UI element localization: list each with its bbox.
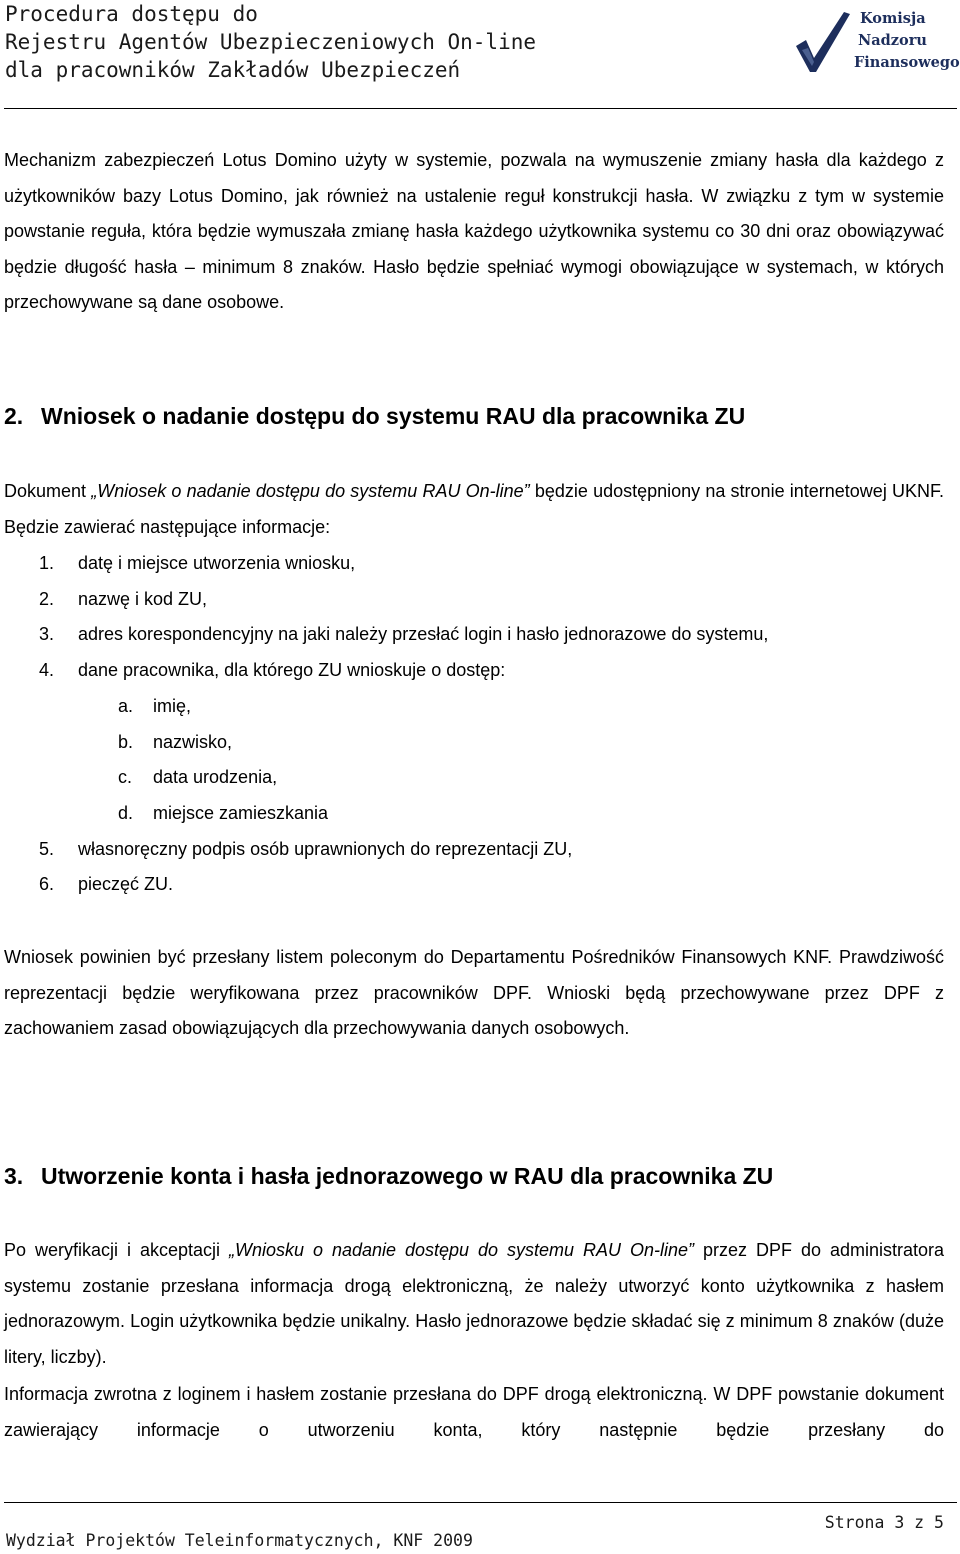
section-2-closing-paragraph: Wniosek powinien być przesłany listem poleconym do Departamentu Pośredników Finansowych KNF. Prawdziwość reprezentacji będzie weryfikowana przez pracowników DPF. Wnioski będą przechowywane przez DPF z zachowaniem zasad obowiązujących dla przechowywania danych osobowych. [4,947,944,1038]
logo-text [854,8,960,74]
header-title-line: Rejestru Agentów Ubezpieczeniowych On-line [5,30,537,54]
list-text: datę i miejsce utworzenia wniosku, [78,553,356,573]
list-text: data urodzenia, [153,767,278,788]
paragraph-text: Po weryfikacji i akceptacji [4,1240,229,1260]
list-number: 4. [39,660,55,681]
section-title: Utworzenie konta i hasła jednorazowego w RAU dla pracownika ZU [41,1163,774,1189]
logo-line: Nadzoru [858,32,927,49]
list-number: 3. [39,624,55,645]
section-3-paragraph-2: Informacja zwrotna z loginem i hasłem zostanie przesłana do DPF drogą elektroniczną. W DPF powstanie dokument zawierający informacje o utworzeniu konta, który następnie będzie przesłany do [4,1384,944,1440]
header-title-line: Procedura dostępu do [5,2,258,26]
logo-line: Komisja [860,10,926,27]
section-number: 2. [4,403,24,429]
list-text: imię, [153,695,192,716]
list-number: 1. [39,553,55,573]
list-text: nazwisko, [153,731,233,752]
paragraph-text: przez DPF do administratora systemu zostanie przesłana informacja drogą elektroniczną, że należy utworzyć konto użytkownika z hasłem jednorazowym. Login użytkownika będzie unikalny. Hasło jednorazowe będzie składać się z minimum 8 znaków (duże litery, liczby). [4,1240,944,1367]
list-letter: b. [118,731,134,752]
page-number: Strona 3 z 5 [824,1513,944,1532]
list-item [4,617,768,653]
list-text: adres korespondencyjny na jaki należy przesłać login i hasło jednorazowe do systemu, [78,624,769,645]
list-item [4,582,768,618]
header-title-line: dla pracowników Zakładów Ubezpieczeń [5,58,461,82]
list-text: miejsce zamieszkania [153,802,329,823]
sub-list-item [4,760,768,796]
list-letter: d. [118,802,134,823]
document-name: „Wniosku o nadanie dostępu do systemu RAU On-line” [228,1240,695,1260]
header-divider [4,108,957,109]
section-number: 3. [4,1163,24,1189]
list-item [4,653,768,689]
list-text: własnoręczny podpis osób uprawnionych do reprezentacji ZU, [78,838,573,859]
paragraph-text: będzie udostępniony na stronie internetowej UKNF. Będzie zawierać następujące informacje: [4,481,944,537]
knf-logo [792,4,960,78]
section-2-paragraph [4,474,944,545]
paragraph-text: Dokument [4,481,92,501]
list-item [4,832,768,868]
list-letter: a. [118,695,134,716]
section-2-heading [4,401,745,431]
list-number: 2. [39,588,55,609]
list-text: pieczęć ZU. [78,874,174,895]
section-title: Wniosek o nadanie dostępu do systemu RAU dla pracownika ZU [41,403,746,429]
list-letter: c. [118,767,133,788]
list-text: dane pracownika, dla którego ZU wnioskuje o dostęp: [78,660,506,681]
document-name: „Wniosek o nadanie dostępu do systemu RAU On-line” [91,481,530,501]
list-item [4,867,768,903]
list-item [4,546,768,582]
footer-text: Wydział Projektów Teleinformatycznych, KNF 2009 [6,1531,473,1550]
section-3-heading [4,1161,773,1191]
logo-line: Finansowego [854,54,960,71]
sub-list-item [4,689,768,725]
list-text: nazwę i kod ZU, [78,588,208,609]
requirements-list [4,546,768,903]
list-number: 6. [39,874,55,895]
footer-divider [4,1502,957,1503]
document-header-title [5,0,536,84]
list-number: 5. [39,838,55,859]
knf-check-logo-icon [792,6,854,78]
sub-list-item [4,796,768,832]
section-3-paragraph [4,1233,944,1375]
intro-paragraph: Mechanizm zabezpieczeń Lotus Domino użyty w systemie, pozwala na wymuszenie zmiany hasła dla każdego z użytkowników bazy Lotus Domino, jak również na ustalenie reguł konstrukcji hasła. W związku z tym w systemie powstanie reguła, która będzie wymuszała zmianę hasła każdego użytkownika systemu co 30 dni oraz obowiązywać będzie długość hasła – minimum 8 znaków. Hasło będzie spełniać wymogi obowiązujące w systemach, w których przechowywane są dane osobowe. [4,150,944,312]
sub-list-item [4,725,768,761]
